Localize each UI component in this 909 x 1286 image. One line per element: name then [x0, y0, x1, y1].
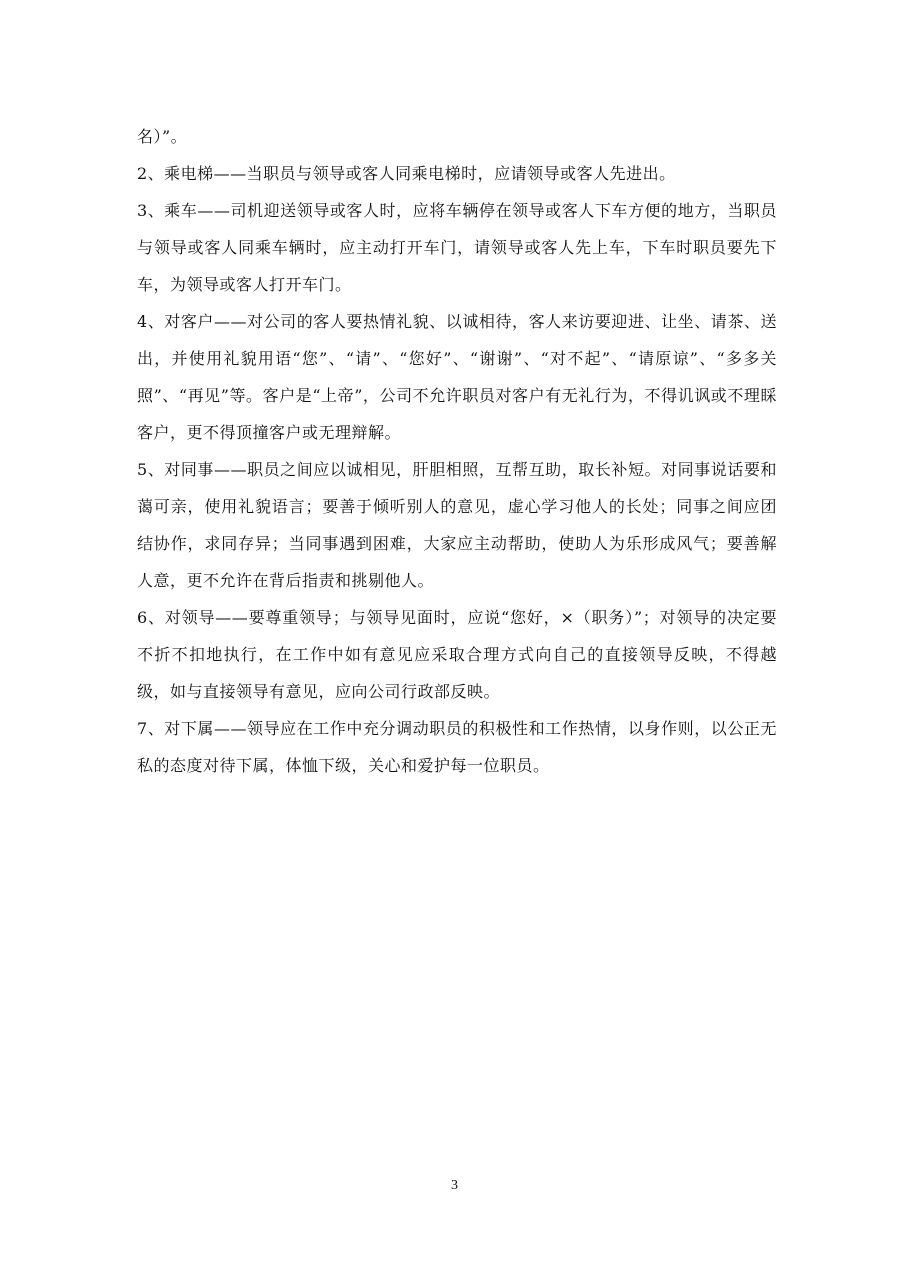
paragraph-continuation: 名）”。 — [137, 127, 188, 146]
document-body — [137, 118, 777, 784]
paragraph-leaders: 6、对领导——要尊重领导；与领导见面时，应说“您好，×（职务）”；对领导的决定要不折不扣地执行，在工作中如有意见应采取合理方式向自己的直接领导反映，不得越级，如与直接领导有意见，应向公司行政部反映。 — [137, 608, 777, 701]
paragraph-subordinates: 7、对下属——领导应在工作中充分调动职员的积极性和工作热情，以身作则，以公正无私的态度对待下属，体恤下级，关心和爱护每一位职员。 — [137, 719, 777, 775]
paragraph-elevator: 2、乘电梯——当职员与领导或客人同乘电梯时，应请领导或客人先进出。 — [137, 164, 676, 183]
paragraph-vehicle: 3、乘车——司机迎送领导或客人时，应将车辆停在领导或客人下车方便的地方，当职员与领导或客人同乘车辆时，应主动打开车门，请领导或客人先上车，下车时职员要先下车，为领导或客人打开车门。 — [137, 201, 777, 294]
page-number: 3 — [451, 1178, 458, 1193]
paragraph-customers: 4、对客户——对公司的客人要热情礼貌、以诚相待，客人来访要迎进、让坐、请茶、送出，并使用礼貌用语“您”、“请”、“您好”、“谢谢”、“对不起”、“请原谅”、“多多关照”、“再见”等。客户是“上帝”，公司不允许职员对客户有无礼行为，不得讥讽或不理睬客户，更不得顶撞客户或无理辩解。 — [137, 312, 777, 442]
paragraph-colleagues: 5、对同事——职员之间应以诚相见，肝胆相照，互帮互助，取长补短。对同事说话要和蔼可亲，使用礼貌语言；要善于倾听别人的意见，虚心学习他人的长处；同事之间应团结协作，求同存异；当同事遇到困难，大家应主动帮助，使助人为乐形成风气；要善解人意，更不允许在背后指责和挑剔他人。 — [137, 460, 777, 590]
